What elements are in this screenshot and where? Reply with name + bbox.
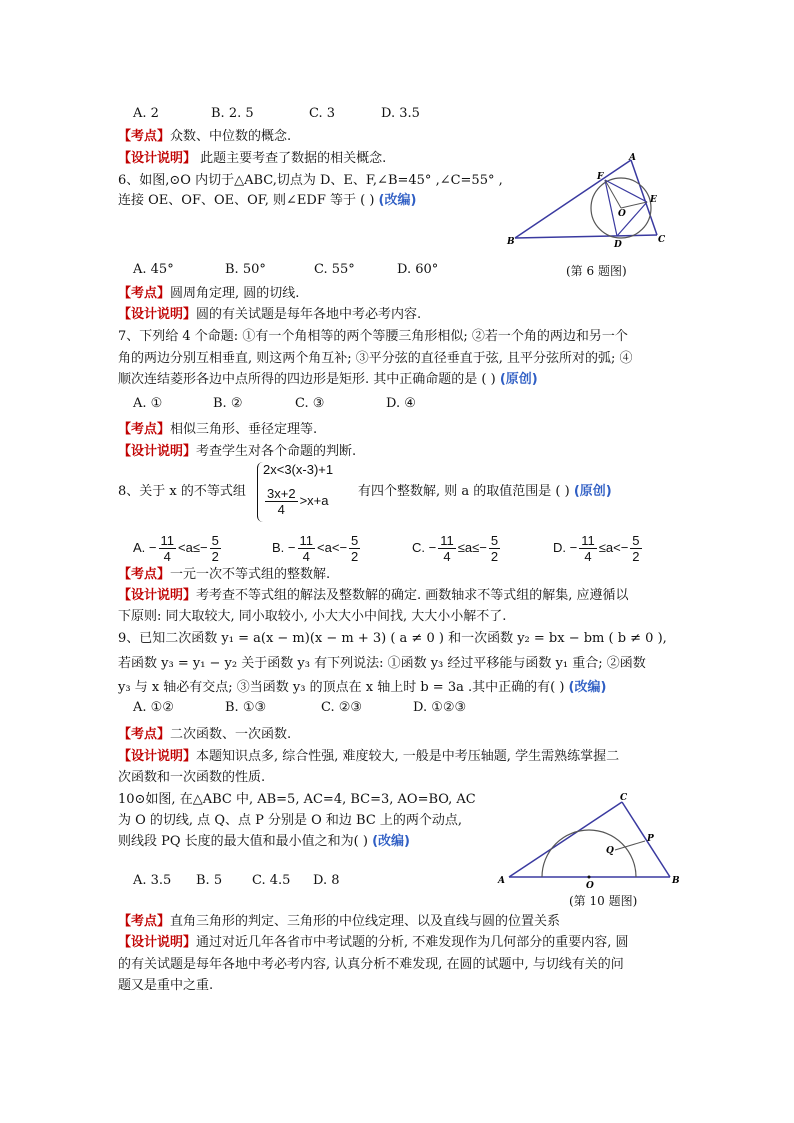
q7-line2: 角的两边分别互相垂直, 则这两个角互补; ③平分弦的直径垂直于弦, 且平分弦所对的弧; ④ xyxy=(118,351,633,366)
q8-option-b-mid: <a< xyxy=(317,539,340,555)
q5-kaodian xyxy=(118,128,291,146)
q7-kaodian xyxy=(118,421,317,439)
q6-caption: (第 6 题图) xyxy=(566,264,627,278)
q8-sheji-line2: 下原则: 同大取较大, 同小取较小, 小大大小中间找, 大大小小解不了. xyxy=(118,609,507,624)
q8-option-c: C. − $\frac{11}{4}$ ≤a≤− $\frac{5}{2}$ xyxy=(412,533,499,564)
q8-option-c-mid: ≤a≤ xyxy=(457,539,480,555)
q9-option-a: A. ①② xyxy=(133,700,174,715)
q10-side-bc xyxy=(622,802,670,877)
q10-option-b: B. 5 xyxy=(196,873,223,888)
sheji-text: 考考查不等式组的解法及整数解的确定. 画数轴求不等式组的解集, 应遵循以 xyxy=(196,588,629,603)
q8-option-d-frac2 xyxy=(630,533,641,564)
q10-semicircle xyxy=(542,830,636,877)
q6-label-a: A xyxy=(629,153,636,163)
q8-option-b-frac1-num: 11 xyxy=(299,533,314,548)
q8-option-a-frac1 xyxy=(159,533,177,564)
q9-line2: 若函数 y₃ = y₁ − y₂ 关于函数 y₃ 有下列说法: ①函数 y₃ 经过平移能与函数 y₁ 重合; ②函数 xyxy=(118,656,646,671)
q5-sheji xyxy=(118,150,386,168)
q8-source-tag: (原创) xyxy=(573,484,612,499)
sheji-label: 【设计说明】 xyxy=(118,444,197,459)
q6-sheji xyxy=(118,306,421,324)
q10-label-a: A xyxy=(498,876,505,886)
q6-option-d: D. 60° xyxy=(397,262,439,277)
q10-label-b: B xyxy=(672,876,680,886)
q8-option-c-frac1 xyxy=(438,533,456,564)
kaodian-text: 二次函数、一次函数. xyxy=(170,727,292,742)
q8-option-a-frac2 xyxy=(210,533,221,564)
q8-option-b: B. − $\frac{11}{4}$ <a<− $\frac{5}{2}$ xyxy=(272,533,359,564)
q8-suffix-text: 有四个整数解, 则 a 的取值范围是 ( ) xyxy=(358,484,574,499)
kaodian-label: 【考点】 xyxy=(118,422,171,437)
q7-line1: 7、下列给 4 个命题: ①有一个角相等的两个等腰三角形相似; ②若一个角的两边和另一个 xyxy=(118,329,628,344)
q6-label-c: C xyxy=(658,235,666,245)
sheji-text: 此题主要考查了数据的相关概念. xyxy=(196,151,387,166)
q8-inequality-2 xyxy=(263,486,328,517)
q8-option-b-frac2-num: 5 xyxy=(351,533,359,548)
q8-option-b-frac1 xyxy=(298,533,316,564)
q8-option-d-frac2-den: 2 xyxy=(632,549,640,564)
q10-label-p: P xyxy=(647,834,654,844)
q8-option-a-letter: A. xyxy=(133,539,146,555)
q10-label-o: O xyxy=(586,881,594,891)
sheji-label: 【设计说明】 xyxy=(118,935,197,950)
q10-sheji-line3: 题又是重中之重. xyxy=(118,978,214,993)
kaodian-text: 众数、中位数的概念. xyxy=(170,129,292,144)
sheji-text: 圆的有关试题是每年各地中考必考内容. xyxy=(196,307,422,322)
q6-label-d: D xyxy=(614,240,622,250)
q8-inequality-1: 2x<3(x-3)+1 xyxy=(263,462,334,477)
q8-kaodian xyxy=(118,566,330,584)
q6-label-f: F xyxy=(597,172,604,182)
q8-option-a-mid: <a≤ xyxy=(178,539,200,555)
q8-sheji xyxy=(118,587,629,605)
q7-line3 xyxy=(118,371,538,389)
q6-line2 xyxy=(118,192,416,210)
q8-option-d: D. − $\frac{11}{4}$ ≤a<− $\frac{5}{2}$ xyxy=(553,533,640,564)
q9-sheji-line2: 次函数和一次函数的性质. xyxy=(118,770,266,785)
q6-option-c: C. 55° xyxy=(314,262,355,277)
q8-option-c-frac1-den: 4 xyxy=(443,549,451,564)
q7-option-b: B. ② xyxy=(213,396,243,411)
q7-option-d: D. ④ xyxy=(386,396,416,411)
q8-option-d-frac1-num: 11 xyxy=(581,533,595,548)
sheji-label: 【设计说明】 xyxy=(118,588,197,603)
q6-option-b: B. 50° xyxy=(225,262,266,277)
q10-source-tag: (改编) xyxy=(372,834,410,849)
q8-option-b-frac2 xyxy=(349,533,360,564)
q9-line3 xyxy=(118,679,606,697)
q6-line1: 6、如图,⊙O 内切于△ABC,切点为 D、E、F,∠B=45° ,∠C=55° , xyxy=(118,173,503,188)
q10-caption: (第 10 题图) xyxy=(569,894,638,908)
kaodian-label: 【考点】 xyxy=(118,567,171,582)
q6-figure xyxy=(505,150,675,250)
q10-option-d: D. 8 xyxy=(313,873,340,888)
kaodian-text: 直角三角形的判定、三角形的中位线定理、以及直线与圆的位置关系 xyxy=(170,914,561,929)
q9-kaodian xyxy=(118,726,291,744)
q8-option-b-frac1-den: 4 xyxy=(302,549,310,564)
q6-source-tag: (改编) xyxy=(378,193,417,208)
q10-line1: 10⊙如图, 在△ABC 中, AB=5, AC=4, BC=3, AO=BO, AC xyxy=(118,792,476,807)
q10-label-q: Q xyxy=(606,846,614,856)
q10-line2: 为 O 的切线, 点 Q、点 P 分别是 O 和边 BC 上的两个动点, xyxy=(118,813,463,828)
q8-inequality-2-rest: >x+a xyxy=(299,492,329,508)
q8-option-d-letter: D. xyxy=(553,539,566,555)
q8-fraction-den: 4 xyxy=(277,502,285,517)
kaodian-text: 圆周角定理, 圆的切线. xyxy=(170,286,300,301)
q7-option-a: A. ① xyxy=(133,396,163,411)
q8-option-c-frac2 xyxy=(489,533,500,564)
sheji-label: 【设计说明】 xyxy=(118,151,197,166)
q10-line3-text: 则线段 PQ 长度的最大值和最小值之和为( ) xyxy=(118,834,373,849)
sheji-text: 考查学生对各个命题的判断. xyxy=(196,444,357,459)
sheji-text: 本题知识点多, 综合性强, 难度较大, 一般是中考压轴题, 学生需熟练掌握二 xyxy=(196,749,620,764)
q6-segment-fd xyxy=(605,180,617,236)
q8-option-a-frac2-num: 5 xyxy=(211,533,219,548)
kaodian-label: 【考点】 xyxy=(118,914,171,929)
q8-option-d-mid: ≤a< xyxy=(598,539,621,555)
q8-option-c-frac1-num: 11 xyxy=(440,533,454,548)
q9-option-d: D. ①②③ xyxy=(413,700,467,715)
sheji-label: 【设计说明】 xyxy=(118,307,197,322)
q9-option-b: B. ①③ xyxy=(225,700,267,715)
q10-line3 xyxy=(118,833,410,851)
q8-option-a-frac2-den: 2 xyxy=(211,549,219,564)
q6-label-o: O xyxy=(618,209,626,219)
sheji-label: 【设计说明】 xyxy=(118,749,197,764)
q10-option-c: C. 4.5 xyxy=(252,873,291,888)
q8-prefix: 8、关于 x 的不等式组 xyxy=(118,484,246,499)
q9-option-c: C. ②③ xyxy=(321,700,363,715)
q8-suffix xyxy=(358,483,612,501)
q9-sheji xyxy=(118,748,619,766)
q6-segment-ed xyxy=(617,202,647,236)
q5-option-c: C. 3 xyxy=(309,106,336,121)
kaodian-label: 【考点】 xyxy=(118,286,171,301)
q8-option-b-letter: B. xyxy=(272,539,285,555)
q7-source-tag: (原创) xyxy=(499,372,538,387)
q6-line2-text: 连接 OE、OF、OE、OF, 则∠EDF 等于 ( ) xyxy=(118,193,379,208)
q7-option-c: C. ③ xyxy=(295,396,325,411)
q6-side-ab xyxy=(515,160,631,238)
q6-label-e: E xyxy=(650,195,657,205)
q8-option-b-frac2-den: 2 xyxy=(351,549,359,564)
q8-fraction xyxy=(265,486,298,517)
q8-option-d-frac2-num: 5 xyxy=(632,533,640,548)
q6-option-a: A. 45° xyxy=(133,262,174,277)
q8-option-a: A. − $\frac{11}{4}$ <a≤− $\frac{5}{2}$ xyxy=(133,533,219,564)
q8-option-d-frac1-den: 4 xyxy=(584,549,592,564)
q9-line3-text: y₃ 与 x 轴必有交点; ③当函数 y₃ 的顶点在 x 轴上时 b = 3a .其中正确的有( ) xyxy=(118,680,569,695)
q10-center-dot xyxy=(588,876,591,879)
q6-side-bc xyxy=(515,235,657,238)
kaodian-text: 相似三角形、垂径定理等. xyxy=(170,422,318,437)
q8-option-c-frac2-num: 5 xyxy=(490,533,499,548)
q5-option-d: D. 3.5 xyxy=(381,106,420,121)
q5-option-a: A. 2 xyxy=(133,106,159,121)
q6-label-b: B xyxy=(507,237,515,247)
kaodian-label: 【考点】 xyxy=(118,129,171,144)
q10-sheji xyxy=(118,934,629,952)
q10-side-ac xyxy=(509,802,622,877)
q10-sheji-line2: 的有关试题是每年各地中考必考内容, 认真分析不难发现, 在圆的试题中, 与切线有关的问 xyxy=(118,957,624,972)
q8-option-d-frac1 xyxy=(579,533,597,564)
q8-option-a-frac1-num: 11 xyxy=(160,533,175,548)
sheji-text: 通过对近几年各省市中考试题的分析, 不难发现作为几何部分的重要内容, 圆 xyxy=(196,935,629,950)
q6-kaodian xyxy=(118,285,299,303)
q5-option-b: B. 2. 5 xyxy=(211,106,254,121)
q8-option-c-frac2-den: 2 xyxy=(490,549,499,564)
q10-label-c: C xyxy=(620,793,628,803)
q9-line1: 9、已知二次函数 y₁ = a(x − m)(x − m + 3) ( a ≠ 0 ) 和一次函数 y₂ = bx − bm ( b ≠ 0 ), xyxy=(118,631,667,646)
kaodian-label: 【考点】 xyxy=(118,727,171,742)
q8-option-c-letter: C. xyxy=(412,539,425,555)
q8-fraction-num: 3x+2 xyxy=(267,486,296,501)
q10-kaodian xyxy=(118,913,560,931)
q10-option-a: A. 3.5 xyxy=(133,873,172,888)
q10-figure xyxy=(495,793,685,893)
kaodian-text: 一元一次不等式组的整数解. xyxy=(170,567,331,582)
q9-source-tag: (改编) xyxy=(568,680,607,695)
q8-option-a-frac1-den: 4 xyxy=(163,549,171,564)
q7-line3-text: 顺次连结菱形各边中点所得的四边形是矩形. 其中正确命题的是 ( ) xyxy=(118,372,500,387)
q10-segment-pq xyxy=(615,841,645,850)
q7-sheji xyxy=(118,443,356,461)
